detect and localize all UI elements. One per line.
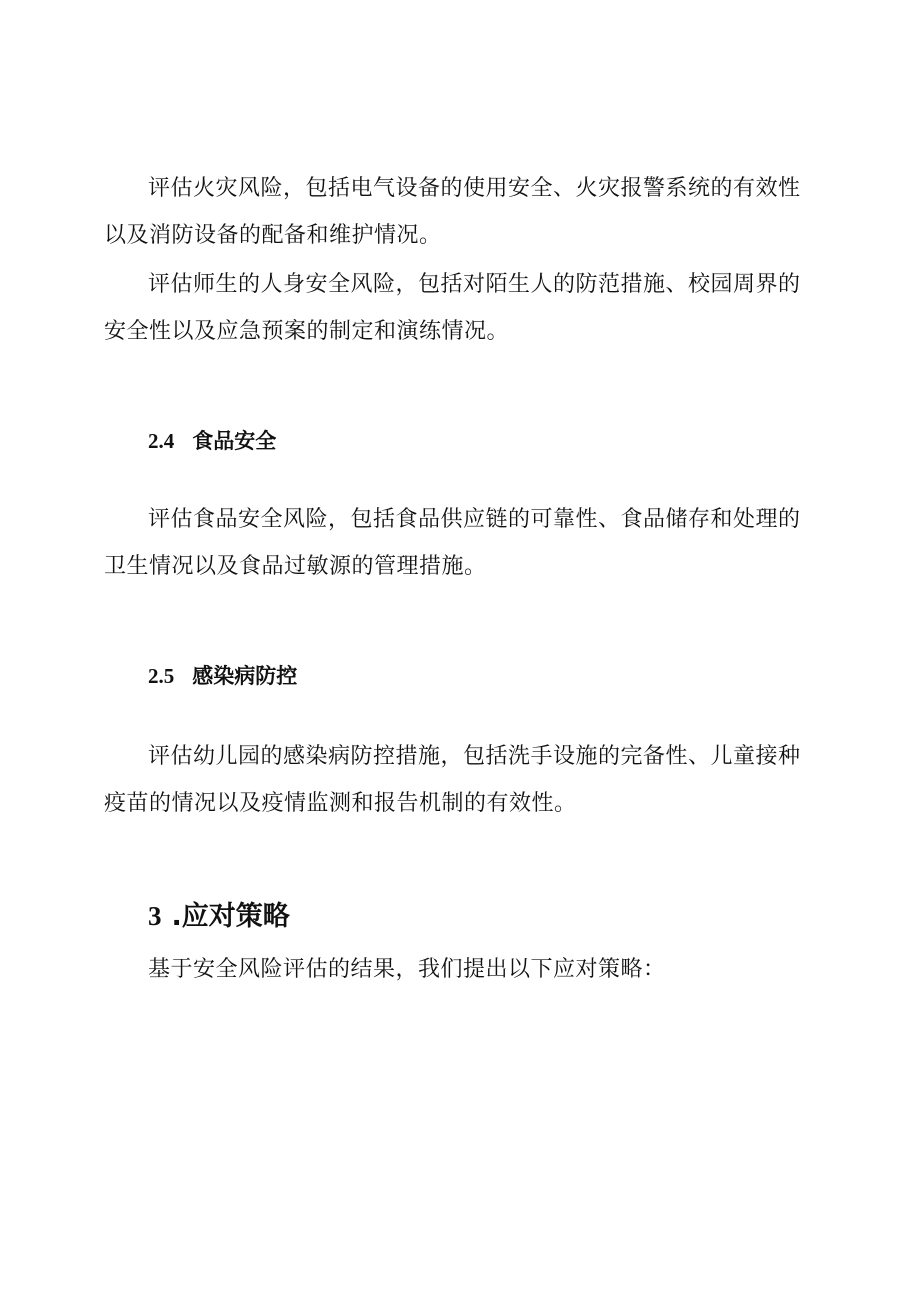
section-number: 2.5 (148, 664, 175, 688)
section-number: 3 (148, 901, 162, 931)
section-heading-2-4 (148, 426, 276, 456)
paragraph-fire-risk: 评估火灾风险，包括电气设备的使用安全、火灾报警系统的有效性以及消防设备的配备和维护情况。 (104, 176, 801, 248)
section-title: 食品安全 (192, 429, 277, 453)
paragraph-infection-control: 评估幼儿园的感染病防控措施，包括洗手设施的完备性、儿童接种疫苗的情况以及疫情监测和报告机制的有效性。 (104, 744, 801, 816)
section-number: 2.4 (148, 429, 175, 453)
section-title: .应对策略 (171, 901, 290, 932)
section-heading-2-5 (148, 661, 297, 691)
paragraph-strategy-intro: 基于安全风险评估的结果，我们提出以下应对策略： (148, 957, 666, 982)
paragraph-food-safety: 评估食品安全风险，包括食品供应链的可靠性、食品储存和处理的卫生情况以及食品过敏源的管理措施。 (104, 507, 801, 579)
section-heading-3 (148, 898, 290, 935)
section-title: 感染病防控 (192, 664, 298, 688)
paragraph-personal-safety: 评估师生的人身安全风险，包括对陌生人的防范措施、校园周界的安全性以及应急预案的制定和演练情况。 (104, 272, 801, 344)
